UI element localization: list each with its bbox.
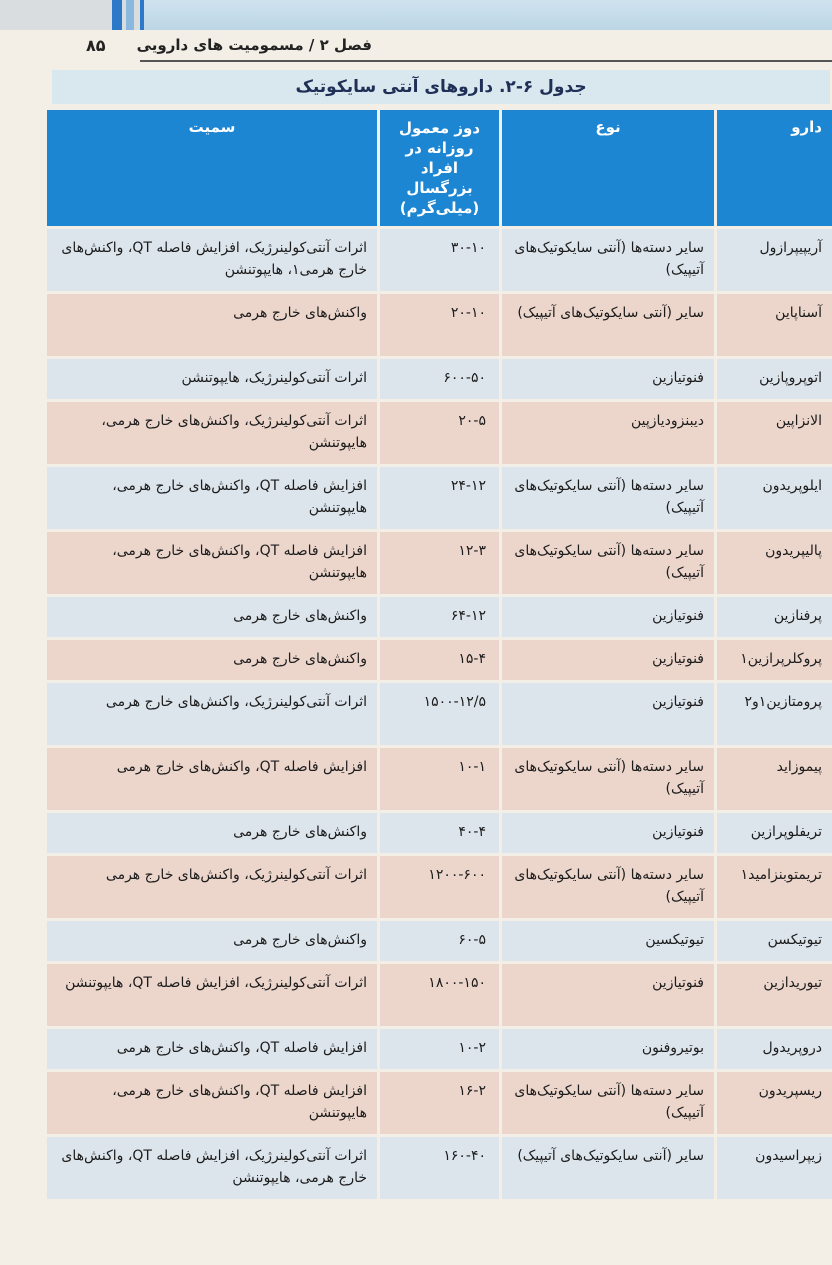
dose-cell: ۱۶۰-۴۰	[377, 1137, 499, 1199]
toxicity-cell: افزایش فاصله QT، واکنش‌های خارج هرمی	[44, 1029, 377, 1069]
dose-cell: ۶۰۰-۵۰	[377, 359, 499, 399]
dose-cell: ۳۰-۱۰	[377, 229, 499, 291]
table-row	[44, 532, 832, 594]
type-cell: بوتیروفنون	[499, 1029, 714, 1069]
column-header-drug: دارو	[714, 110, 832, 226]
toxicity-cell: اثرات آنتی‌کولینرژیک، افزایش فاصله QT، واکنش‌های خارج هرمی۱، هایپوتنشن	[44, 229, 377, 291]
type-cell: سایر دسته‌ها (آنتی سایکوتیک‌های آتیپیک)	[499, 1072, 714, 1134]
book-spine-decoration	[0, 0, 144, 30]
table-title: جدول ۶-۲. داروهای آنتی سایکوتیک	[295, 77, 587, 97]
dose-cell: ۲۰-۱۰	[377, 294, 499, 356]
type-cell: سایر دسته‌ها (آنتی سایکوتیک‌های آتیپیک)	[499, 532, 714, 594]
toxicity-cell: افزایش فاصله QT، واکنش‌های خارج هرمی، هایپوتنشن	[44, 532, 377, 594]
table-title-bar	[52, 70, 830, 104]
header-divider	[140, 60, 832, 62]
table-row	[44, 294, 832, 356]
table-row	[44, 359, 832, 399]
drug-cell: آسناپاین	[714, 294, 832, 356]
page-header	[0, 30, 832, 66]
table-row	[44, 597, 832, 637]
type-cell: سایر دسته‌ها (آنتی سایکوتیک‌های آتیپیک)	[499, 856, 714, 918]
column-header-dose: دوز معمول روزانه در افراد بزرگسال (میلی‌گرم)	[377, 110, 499, 226]
drug-cell: آریپیپرازول	[714, 229, 832, 291]
column-header-type: نوع	[499, 110, 714, 226]
toxicity-cell: واکنش‌های خارج هرمی	[44, 294, 377, 356]
dose-cell: ۱۸۰۰-۱۵۰	[377, 964, 499, 1026]
dose-cell: ۱۲-۳	[377, 532, 499, 594]
toxicity-cell: واکنش‌های خارج هرمی	[44, 597, 377, 637]
toxicity-cell: واکنش‌های خارج هرمی	[44, 921, 377, 961]
toxicity-cell: اثرات آنتی‌کولینرژیک، واکنش‌های خارج هرمی	[44, 683, 377, 745]
type-cell: سایر (آنتی سایکوتیک‌های آتیپیک)	[499, 1137, 714, 1199]
dose-cell: ۱۵۰۰-۱۲/۵	[377, 683, 499, 745]
chapter-title: فصل ۲ / مسمومیت های دارویی	[136, 36, 372, 54]
toxicity-cell: افزایش فاصله QT، واکنش‌های خارج هرمی، هایپوتنشن	[44, 467, 377, 529]
type-cell: سایر دسته‌ها (آنتی سایکوتیک‌های آتیپیک)	[499, 748, 714, 810]
table-row	[44, 813, 832, 853]
spine-bar	[126, 0, 134, 30]
type-cell: فنوتیازین	[499, 964, 714, 1026]
table-row	[44, 402, 832, 464]
drug-cell: تیوتیکسن	[714, 921, 832, 961]
toxicity-cell: اثرات آنتی‌کولینرژیک، واکنش‌های خارج هرمی	[44, 856, 377, 918]
spine-bar	[112, 0, 122, 30]
drug-cell: تریفلوپرازین	[714, 813, 832, 853]
table-body	[44, 229, 832, 1199]
table-row	[44, 640, 832, 680]
drug-cell: پروکلرپرازین۱	[714, 640, 832, 680]
dose-cell: ۱۰-۱	[377, 748, 499, 810]
table-row	[44, 921, 832, 961]
type-cell: فنوتیازین	[499, 359, 714, 399]
drug-cell: زیپراسیدون	[714, 1137, 832, 1199]
table-row	[44, 1029, 832, 1069]
dose-cell: ۱۰-۲	[377, 1029, 499, 1069]
toxicity-cell: اثرات آنتی‌کولینرژیک، افزایش فاصله QT، واکنش‌های خارج هرمی، هایپوتنشن	[44, 1137, 377, 1199]
top-band	[0, 0, 832, 30]
type-cell: سایر (آنتی سایکوتیک‌های آتیپیک)	[499, 294, 714, 356]
toxicity-cell: واکنش‌های خارج هرمی	[44, 640, 377, 680]
drug-cell: ایلوپریدون	[714, 467, 832, 529]
toxicity-cell: اثرات آنتی‌کولینرژیک، واکنش‌های خارج هرمی، هایپوتنشن	[44, 402, 377, 464]
type-cell: تیوتیکسین	[499, 921, 714, 961]
type-cell: فنوتیازین	[499, 597, 714, 637]
type-cell: فنوتیازین	[499, 683, 714, 745]
type-cell: سایر دسته‌ها (آنتی سایکوتیک‌های آتیپیک)	[499, 467, 714, 529]
dose-cell: ۲۴-۱۲	[377, 467, 499, 529]
dose-cell: ۶۰-۵	[377, 921, 499, 961]
dose-cell: ۴۰-۴	[377, 813, 499, 853]
table-row	[44, 1072, 832, 1134]
toxicity-cell: اثرات آنتی‌کولینرژیک، افزایش فاصله QT، هایپوتنشن	[44, 964, 377, 1026]
table-row	[44, 856, 832, 918]
dose-cell: ۱۶-۲	[377, 1072, 499, 1134]
drug-cell: اتوپروپازین	[714, 359, 832, 399]
type-cell: دیبنزودیازپین	[499, 402, 714, 464]
type-cell: سایر دسته‌ها (آنتی سایکوتیک‌های آتیپیک)	[499, 229, 714, 291]
drug-cell: پرفنازین	[714, 597, 832, 637]
table-row	[44, 748, 832, 810]
drug-cell: دروپریدول	[714, 1029, 832, 1069]
dose-cell: ۲۰-۵	[377, 402, 499, 464]
table-header-row	[44, 110, 832, 226]
toxicity-cell: افزایش فاصله QT، واکنش‌های خارج هرمی	[44, 748, 377, 810]
drug-cell: پرومتازین۱و۲	[714, 683, 832, 745]
table-row	[44, 1137, 832, 1199]
drug-cell: تریمتوبنزامید۱	[714, 856, 832, 918]
toxicity-cell: افزایش فاصله QT، واکنش‌های خارج هرمی، هایپوتنشن	[44, 1072, 377, 1134]
drug-cell: تیوریدازین	[714, 964, 832, 1026]
toxicity-cell: اثرات آنتی‌کولینرژیک، هایپوتنشن	[44, 359, 377, 399]
table-row	[44, 683, 832, 745]
dose-cell: ۶۴-۱۲	[377, 597, 499, 637]
type-cell: فنوتیازین	[499, 813, 714, 853]
drug-cell: الانزاپین	[714, 402, 832, 464]
drug-cell: پالیپریدون	[714, 532, 832, 594]
dose-cell: ۱۲۰۰-۶۰۰	[377, 856, 499, 918]
table-row	[44, 229, 832, 291]
antipsychotics-table	[44, 107, 832, 1202]
column-header-toxicity: سمیت	[44, 110, 377, 226]
drug-cell: ریسپریدون	[714, 1072, 832, 1134]
dose-cell: ۱۵-۴	[377, 640, 499, 680]
drug-cell: پیموزاید	[714, 748, 832, 810]
table-row	[44, 964, 832, 1026]
toxicity-cell: واکنش‌های خارج هرمی	[44, 813, 377, 853]
type-cell: فنوتیازین	[499, 640, 714, 680]
page-number: ۸۵	[86, 36, 106, 55]
table-row	[44, 467, 832, 529]
